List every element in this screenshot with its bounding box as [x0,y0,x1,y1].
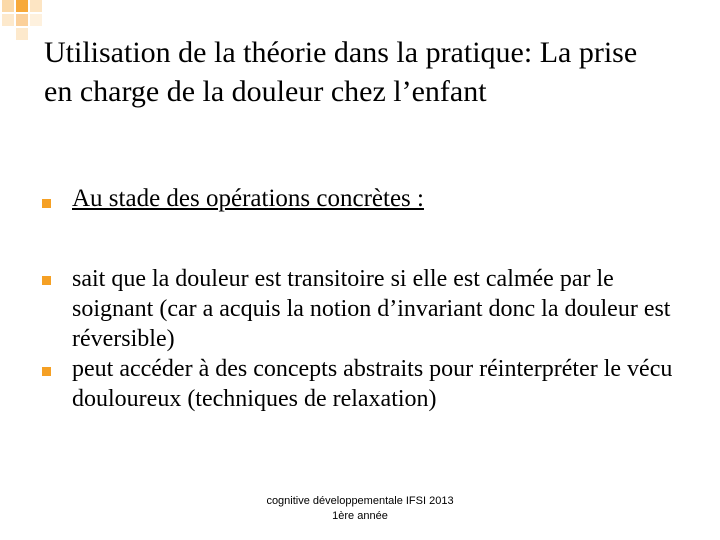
deco-square [16,28,28,40]
bullet-item [40,354,680,414]
deco-square [30,0,42,12]
bullet-text: sait que la douleur est transitoire si elle est calmée par le soignant (car a acquis la notion d’invariant donc la douleur est réversible) [72,266,671,352]
deco-square [16,0,28,12]
square-bullet-icon [42,367,51,376]
bullet-text: Au stade des opérations concrètes : [72,185,424,212]
footer-line: 1ère année [332,510,388,522]
deco-square [30,14,42,26]
square-bullet-icon [42,276,51,285]
bullet-list [40,184,680,414]
bullet-text: peut accéder à des concepts abstraits pour réinterpréter le vécu douloureux (techniques de relaxation) [72,356,673,412]
slide-footer [240,494,480,524]
slide-title: Utilisation de la théorie dans la pratique: La prise en charge de la douleur chez l’enfant [44,36,638,108]
footer-line: cognitive développementale IFSI 2013 [266,495,454,507]
bullet-item [40,184,680,214]
deco-square [2,0,14,12]
square-bullet-icon [42,199,51,208]
bullet-item [40,264,680,354]
deco-square [2,14,14,26]
deco-square [16,14,28,26]
